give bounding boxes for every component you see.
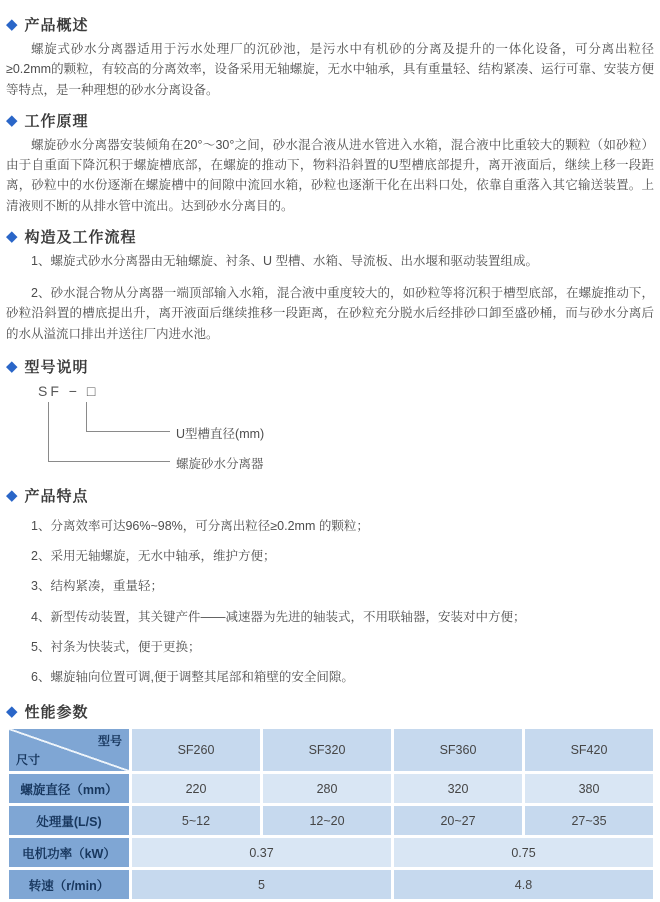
row-label: 螺旋直径（mm） (9, 774, 129, 803)
feature-item: 1、分离效率可达96%~98%，可分离出粒径≥0.2mm 的颗粒； (31, 518, 369, 533)
diamond-icon: ◆ (6, 357, 18, 375)
diamond-icon: ◆ (6, 703, 18, 721)
model-box-label: U型槽直径(mm) (176, 426, 265, 441)
corner-label-model: 型号 (97, 734, 122, 749)
table-cell-merged: 5 (132, 870, 391, 899)
model-column-header: SF260 (132, 729, 260, 771)
table-cell: 320 (394, 774, 522, 803)
table-cell: 280 (263, 774, 391, 803)
feature-item: 2、采用无轴螺旋，无水中轴承，维护方便； (31, 549, 276, 563)
table-cell-merged: 0.37 (132, 838, 391, 867)
table-cell: 380 (525, 774, 653, 803)
section-title-structure: 构造及工作流程 (24, 228, 137, 246)
section-features-header (6, 485, 654, 506)
feature-item: 5、衬条为快装式，便于更换； (31, 639, 201, 654)
model-column-header: SF360 (394, 729, 522, 771)
feature-item: 6、螺旋轴向位置可调,便于调整其尾部和箱壁的安全间隙。 (31, 670, 354, 684)
row-label: 转速（r/min） (9, 870, 129, 899)
table-row (9, 870, 653, 899)
table-row (9, 806, 653, 835)
structure-item: 1、螺旋式砂水分离器由无轴螺旋、衬条、U 型槽、水箱、导流板、出水堰和驱动装置组成。 (31, 253, 538, 268)
table-cell: 5~12 (132, 806, 260, 835)
section-structure-header (6, 226, 654, 247)
parameters-table (6, 726, 656, 902)
model-designation-diagram (36, 383, 654, 471)
structure-item: 2、砂水混合物从分离器一端顶部输入水箱，混合液中重度较大的，如砂粒等将沉积于槽型底部，在螺旋推动下，砂粒沿斜置的槽底提出升，离开液面后继续推移一段距离，在砂粒充分脱水后经排砂口卸至盛砂桶，而与砂水分离后的水从溢流口排出并送往厂内进水池。 (6, 286, 654, 341)
diamond-icon: ◆ (6, 227, 18, 245)
table-cell-merged: 4.8 (394, 870, 653, 899)
diagram-line (48, 402, 49, 461)
table-cell: 12~20 (263, 806, 391, 835)
diagram-line (86, 431, 170, 432)
section-title-model: 型号说明 (24, 358, 89, 376)
overview-paragraph: 螺旋式砂水分离器适用于污水处理厂的沉砂池，是污水中有机砂的分离及提升的一体化设备，可分离出粒径≥0.2mm的颗粒，有较高的分离效率，设备采用无轴螺旋，无水中轴承，具有重量轻、结构紧凑、运行可靠、安装方便等特点，是一种理想的砂水分离设备。 (6, 42, 654, 97)
table-corner-cell (9, 729, 129, 771)
section-title-overview: 产品概述 (24, 17, 89, 34)
section-model-header (6, 356, 654, 377)
section-title-principle: 工作原理 (24, 112, 89, 130)
corner-label-size: 尺寸 (16, 753, 41, 768)
section-parameters-header (6, 701, 654, 722)
model-prefix-label: 螺旋砂水分离器 (176, 456, 264, 471)
section-principle-header (6, 110, 654, 131)
table-cell: 20~27 (394, 806, 522, 835)
table-cell-merged: 0.75 (394, 838, 653, 867)
model-code: SF − □ (38, 382, 99, 399)
table-cell: 220 (132, 774, 260, 803)
row-label: 处理量(L/S) (9, 806, 129, 835)
section-title-features: 产品特点 (24, 487, 89, 505)
diamond-icon: ◆ (6, 16, 18, 33)
diagram-line (48, 461, 170, 462)
diagram-line (86, 402, 87, 431)
model-column-header: SF420 (525, 729, 653, 771)
table-row (9, 838, 653, 867)
principle-paragraph: 螺旋砂水分离器安装倾角在20°～30°之间，砂水混合液从进水管进入水箱，混合液中比重较大的颗粒（如砂粒）由于自重面下降沉积于螺旋槽底部，在螺旋的推动下，物料沿斜置的U型槽底部提升，离开液面后，继续上移一段距离，砂粒中的水份逐渐在螺旋槽中的间隙中流回水箱，砂粒也逐渐干化在出料口处，依靠自重落入其它输送装置。上清液则不断的从排水管中流出。达到砂水分离目的。 (6, 137, 654, 213)
feature-item: 3、结构紧凑，重量轻； (31, 579, 163, 594)
row-label: 电机功率（kW） (9, 838, 129, 867)
table-header-row (9, 729, 653, 771)
section-title-parameters: 性能参数 (24, 704, 89, 722)
table-row (9, 774, 653, 803)
table-cell: 27~35 (525, 806, 653, 835)
feature-item: 4、新型传动装置，其关键产件——减速器为先进的轴装式，不用联轴器，安装对中方便； (31, 609, 526, 624)
section-overview-header (6, 14, 654, 35)
diamond-icon: ◆ (6, 111, 18, 129)
model-column-header: SF320 (263, 729, 391, 771)
diamond-icon: ◆ (6, 486, 18, 504)
